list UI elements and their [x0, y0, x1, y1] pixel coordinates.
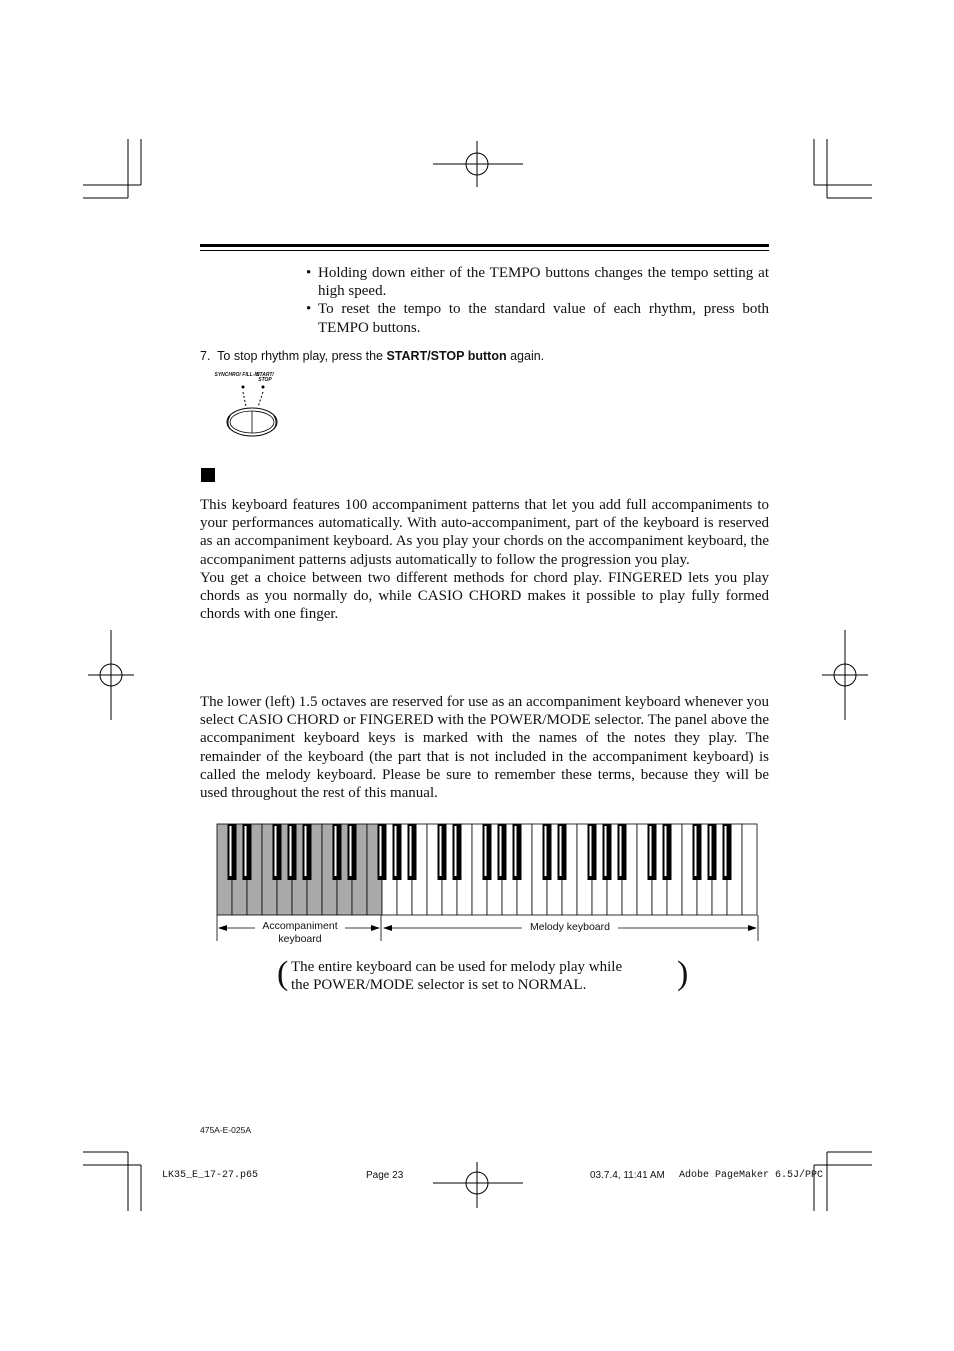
black-key — [378, 824, 387, 880]
key-highlight — [590, 826, 592, 876]
keyboard-diagram — [216, 823, 760, 917]
black-key — [693, 824, 702, 880]
black-key — [648, 824, 657, 880]
black-key — [543, 824, 552, 880]
black-key — [453, 824, 462, 880]
key-highlight — [335, 826, 337, 876]
key-highlight — [560, 826, 562, 876]
accompaniment-black-key — [273, 824, 282, 880]
key-highlight — [620, 826, 622, 876]
accompaniment-keyboard-paragraph: The lower (left) 1.5 octaves are reserved for use as an accompaniment keyboard whenever you select CASIO CHORD or FINGERED with the POWER/MODE selector. The panel above the accompaniment keyboard keys is marked with the names of the notes they play. The remainder of the keyboard (the part that is not included in the accompaniment keyboard) is called the melody keyboard. Please be sure to remember these terms, because they will be used throughout the rest of this manual. — [200, 694, 769, 802]
accompaniment-black-key — [303, 824, 312, 880]
black-key — [408, 824, 417, 880]
black-key — [513, 824, 522, 880]
key-highlight — [725, 826, 727, 876]
black-key — [723, 824, 732, 880]
black-key — [588, 824, 597, 880]
bullet-icon: • — [306, 265, 312, 281]
black-key — [618, 824, 627, 880]
step-text-before: To stop rhythm play, press the — [217, 349, 387, 363]
key-highlight — [440, 826, 442, 876]
led-indicator-icon — [262, 386, 265, 389]
footer-page-number: Page 23 — [366, 1170, 404, 1181]
key-highlight — [710, 826, 712, 876]
section-marker-icon — [201, 468, 215, 482]
step-number: 7. — [200, 349, 211, 363]
footer-timestamp: 03.7.4, 11:41 AM — [590, 1170, 665, 1181]
key-highlight — [305, 826, 307, 876]
black-key — [663, 824, 672, 880]
led-indicator-icon — [242, 386, 245, 389]
close-paren: ) — [677, 955, 689, 992]
black-key — [708, 824, 717, 880]
step-text-bold: START/STOP button — [386, 349, 507, 363]
key-highlight — [605, 826, 607, 876]
key-highlight — [410, 826, 412, 876]
intro-paragraph: This keyboard features 100 accompaniment patterns that let you add full accompaniments to your performances automatically. With auto-accompaniment, part of the keyboard is reserved as an accompaniment keyboard. As you play your chords on the accompaniment keyboard, the accompaniment patterns adjusts automatically to follow the progression you play. You get a choice between two different methods for chord play. FINGERED lets you play chords as you normally do, while CASIO CHORD makes it possible to play fully formed chords with one finger. — [200, 497, 769, 623]
arrow-left-icon — [383, 925, 392, 931]
header-rule-thin — [200, 250, 769, 251]
melody-keyboard-label: Melody keyboard — [522, 921, 618, 933]
black-key — [393, 824, 402, 880]
arrow-left-icon — [218, 925, 227, 931]
footer-file-name: LK35_E_17-27.p65 — [162, 1170, 259, 1181]
arrow-right-icon — [371, 925, 380, 931]
white-key — [742, 824, 757, 915]
key-highlight — [650, 826, 652, 876]
arrow-right-icon — [748, 925, 757, 931]
document-code: 475A-E-025A — [200, 1125, 252, 1135]
normal-mode-note: The entire keyboard can be used for melody play while the POWER/MODE selector is set to NORMAL. — [291, 959, 623, 993]
footer-application: Adobe PageMaker 6.5J/PPC — [679, 1170, 824, 1181]
key-highlight — [500, 826, 502, 876]
start-stop-label: START/ STOP — [256, 372, 274, 383]
bullet-icon: • — [306, 301, 312, 318]
key-highlight — [350, 826, 352, 876]
key-highlight — [395, 826, 397, 876]
key-highlight — [290, 826, 292, 876]
step-text-after: again. — [506, 349, 545, 363]
key-highlight — [275, 826, 277, 876]
open-paren: ( — [277, 955, 289, 992]
black-key — [498, 824, 507, 880]
key-highlight — [695, 826, 697, 876]
accompaniment-black-key — [288, 824, 297, 880]
black-key — [603, 824, 612, 880]
start-stop-button-illustration — [222, 383, 282, 439]
tempo-notes-list — [302, 264, 769, 337]
key-highlight — [230, 826, 232, 876]
list-item: • To reset the tempo to the standard value of each rhythm, press both TEMPO buttons. — [306, 301, 769, 336]
accompaniment-black-key — [243, 824, 252, 880]
key-highlight — [665, 826, 667, 876]
black-key — [558, 824, 567, 880]
synchro-fill-in-label: SYNCHRO/ FILL-IN — [214, 372, 260, 378]
accompaniment-black-key — [333, 824, 342, 880]
black-key — [438, 824, 447, 880]
accompaniment-black-key — [348, 824, 357, 880]
key-highlight — [380, 826, 382, 876]
black-key — [483, 824, 492, 880]
key-highlight — [515, 826, 517, 876]
key-highlight — [545, 826, 547, 876]
key-highlight — [485, 826, 487, 876]
list-item: • Holding down either of the TEMPO buttons changes the tempo setting at high speed. — [306, 265, 769, 300]
accompaniment-keyboard-label: Accompaniment keyboard — [255, 920, 345, 945]
key-highlight — [455, 826, 457, 876]
key-highlight — [245, 826, 247, 876]
header-rule-thick — [200, 244, 769, 247]
step-7 — [200, 349, 544, 363]
accompaniment-black-key — [228, 824, 237, 880]
